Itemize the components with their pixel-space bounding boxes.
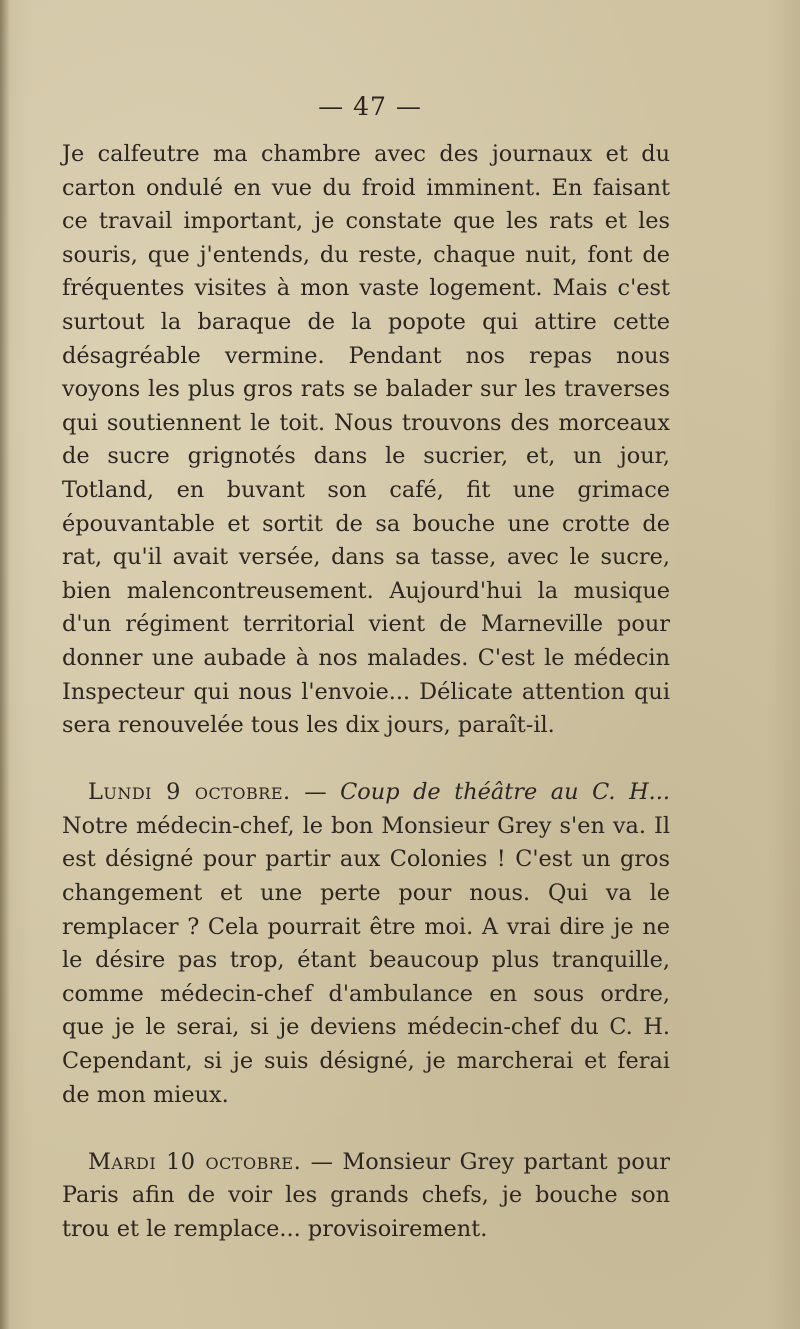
page-number: — 47 — — [318, 92, 422, 121]
entry-date: Mardi 10 octobre. — [88, 1148, 302, 1175]
paragraph-1: Je calfeutre ma chambre avec des journaux et du carton ondulé en vue du froid imminent. En faisant ce travail important, je constate que les rats et les souris, que j'entends, du reste, chaque nuit, font de fréquentes visites à mon vaste logement. Mais c'est surtout la baraque de la popote qui attire cette désagréable vermine. Pendant nos repas nous voyons les plus gros rats se balader sur les traverses qui soutiennent le toit. Nous trouvons des morceaux de sucre grignotés dans le sucrier, et, un jour, Totland, en buvant son café, fit une grimace épouvantable et sortit de sa bouche une crotte de rat, qu'il avait versée, dans sa tasse, avec le sucre, bien malencontreusement. Aujourd'hui la musique d'un régiment territorial vient de Marneville pour donner une aubade à nos malades. C'est le médecin Inspecteur qui nous l'envoie... Délicate attention qui sera renouvelée tous les dix jours, paraît-il. — [62, 141, 670, 739]
entry-separator: — — [290, 779, 341, 806]
entry-heading: Coup de théâtre au C. H... — [340, 779, 670, 806]
body-text — [62, 138, 670, 1247]
paragraph-3 — [62, 1146, 670, 1247]
paragraph-2 — [62, 776, 670, 1112]
binding-shadow — [0, 0, 10, 1329]
entry-separator: — — [301, 1148, 343, 1175]
entry-text: Notre médecin-chef, le bon Monsieur Grey s'en va. Il est désigné pour partir aux Colonies ! C'est un gros changement et une perte pour nous. Qui va le remplacer ? Cela pourrait être moi. A vrai dire je ne le désire pas trop, étant beaucoup plus tranquille, comme médecin-chef d'ambulance en sous ordre, que je le serai, si je deviens médecin-chef du C. H. Cependant, si je suis désigné, je marcherai et ferai de mon mieux. — [62, 812, 670, 1108]
entry-text: Monsieur Grey partant pour Paris afin de voir les grands chefs, je bouche son trou et le remplace... provisoirement. — [62, 1148, 670, 1242]
entry-date: Lundi 9 octobre. — [88, 779, 291, 806]
